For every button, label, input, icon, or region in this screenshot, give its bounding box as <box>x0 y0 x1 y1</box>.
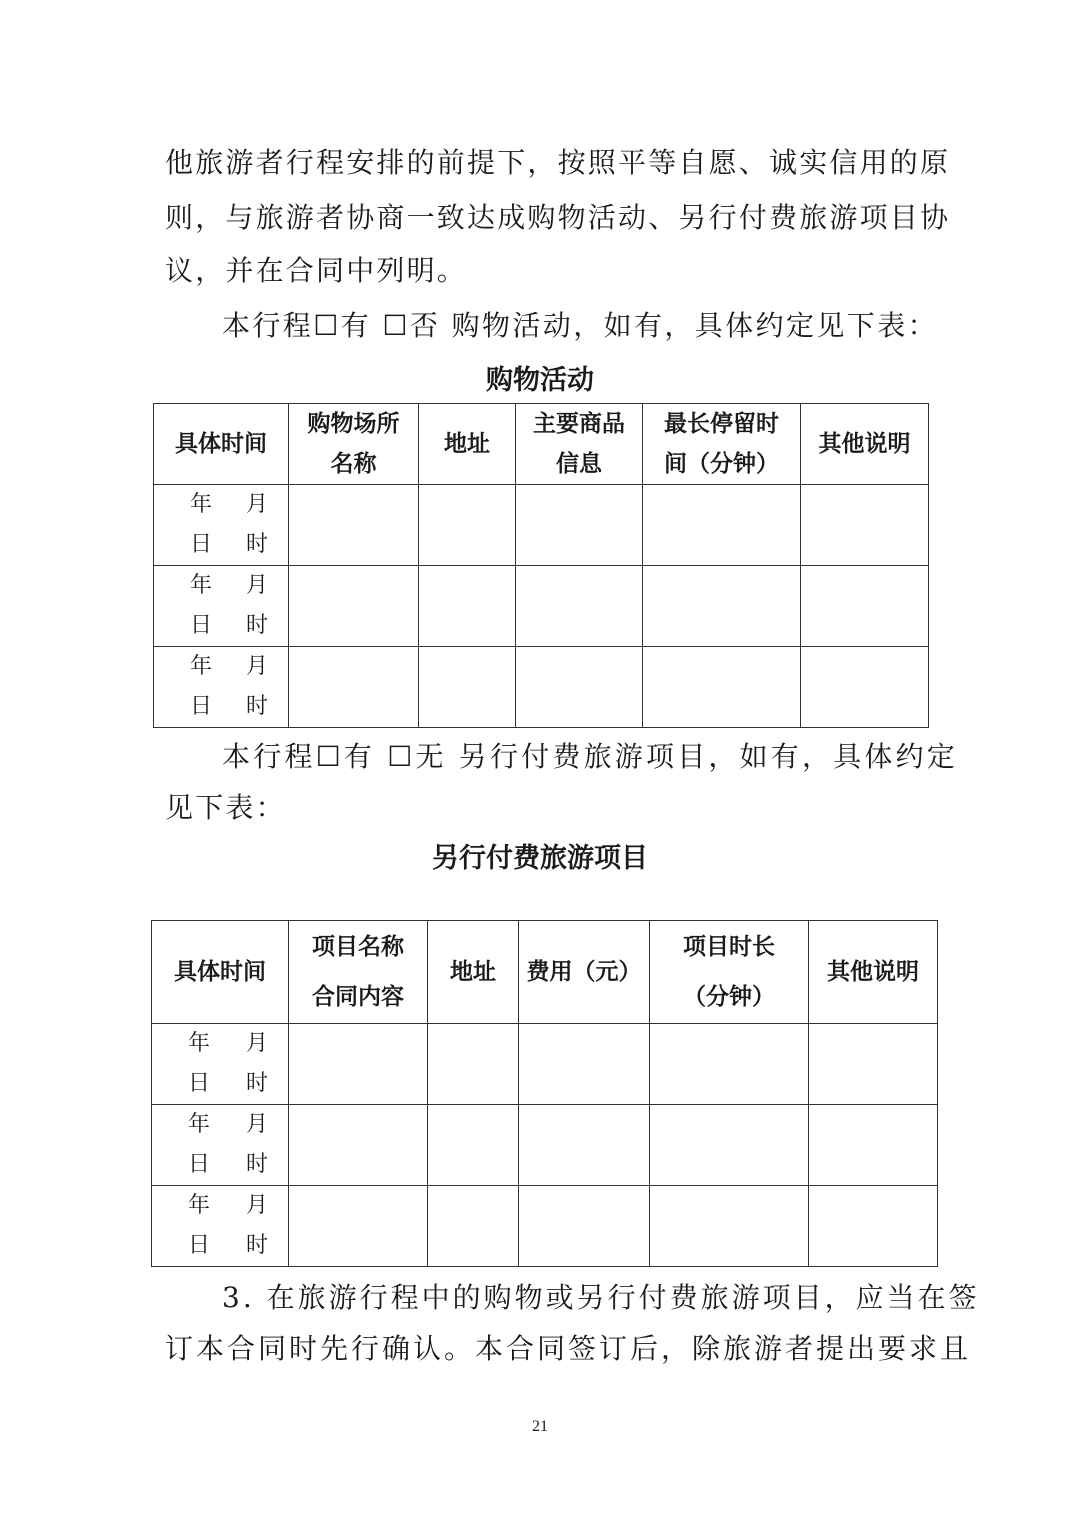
month-label: 月 <box>245 1193 268 1218</box>
header-name-line2: 合同内容 <box>312 984 404 1010</box>
date-cell <box>152 1024 289 1105</box>
year-label: 年 <box>190 654 213 679</box>
header-name-line1: 项目名称 <box>312 934 404 960</box>
table-row <box>152 1105 938 1186</box>
empty-cell <box>809 1105 938 1186</box>
extra-fee-table <box>151 920 938 1267</box>
month-label: 月 <box>245 1112 268 1137</box>
date-cell <box>154 485 289 566</box>
empty-cell <box>516 485 643 566</box>
table-header-row <box>154 404 929 485</box>
paragraph-line: 议，并在合同中列明。 <box>165 254 468 287</box>
empty-cell <box>801 485 929 566</box>
empty-cell <box>809 1024 938 1105</box>
extra-table-title: 另行付费旅游项目 <box>432 843 648 874</box>
hour-label: 时 <box>245 1233 268 1258</box>
empty-cell <box>516 647 643 728</box>
year-label: 年 <box>190 573 213 598</box>
empty-cell <box>650 1105 809 1186</box>
empty-cell <box>643 566 801 647</box>
header-other: 其他说明 <box>809 921 938 1024</box>
header-time: 具体时间 <box>154 404 289 485</box>
day-label: 日 <box>188 1071 211 1096</box>
extra-choice-line: 见下表： <box>165 791 286 824</box>
day-label: 日 <box>188 1152 211 1177</box>
table-row <box>154 566 929 647</box>
header-goods-line2: 信息 <box>556 451 602 477</box>
header-place <box>289 404 419 485</box>
table-header-row <box>152 921 938 1024</box>
month-label: 月 <box>245 654 268 679</box>
header-address: 地址 <box>428 921 519 1024</box>
shopping-choice-line: 本行程☐有 ☐否 购物活动，如有，具体约定见下表： <box>222 309 939 342</box>
day-label: 日 <box>190 613 213 638</box>
empty-cell <box>289 566 419 647</box>
empty-cell <box>801 647 929 728</box>
header-place-line2: 名称 <box>330 451 377 477</box>
header-time: 具体时间 <box>152 921 289 1024</box>
paragraph-line: 3. 在旅游行程中的购物或另行付费旅游项目，应当在签 <box>222 1281 980 1314</box>
empty-cell <box>516 566 643 647</box>
empty-cell <box>809 1186 938 1267</box>
header-place-line1: 购物场所 <box>307 411 400 437</box>
hour-label: 时 <box>245 1071 268 1096</box>
empty-cell <box>801 566 929 647</box>
date-cell <box>154 566 289 647</box>
header-duration-line1: 项目时长 <box>683 934 775 960</box>
empty-cell <box>643 647 801 728</box>
empty-cell <box>428 1105 519 1186</box>
date-cell <box>154 647 289 728</box>
day-label: 日 <box>188 1233 211 1258</box>
table-row <box>152 1024 938 1105</box>
year-label: 年 <box>188 1031 211 1056</box>
header-stay-time <box>643 404 801 485</box>
paragraph-line: 则，与旅游者协商一致达成购物活动、另行付费旅游项目协 <box>165 201 951 234</box>
table-row <box>152 1186 938 1267</box>
hour-label: 时 <box>245 1152 268 1177</box>
empty-cell <box>643 485 801 566</box>
header-goods <box>516 404 643 485</box>
year-label: 年 <box>188 1193 211 1218</box>
empty-cell <box>289 1186 428 1267</box>
empty-cell <box>419 647 516 728</box>
header-stay-line1: 最长停留时 <box>664 411 779 437</box>
empty-cell <box>428 1024 519 1105</box>
empty-cell <box>650 1024 809 1105</box>
empty-cell <box>289 647 419 728</box>
hour-label: 时 <box>245 694 268 719</box>
empty-cell <box>289 485 419 566</box>
header-duration <box>650 921 809 1024</box>
empty-cell <box>650 1186 809 1267</box>
header-goods-line1: 主要商品 <box>533 411 625 437</box>
year-label: 年 <box>190 492 213 517</box>
table-row <box>154 647 929 728</box>
paragraph-line: 订本合同时先行确认。本合同签订后，除旅游者提出要求且 <box>165 1332 972 1365</box>
date-cell <box>152 1105 289 1186</box>
empty-cell <box>289 1105 428 1186</box>
date-cell <box>152 1186 289 1267</box>
paragraph-line: 他旅游者行程安排的前提下，按照平等自愿、诚实信用的原 <box>165 146 951 179</box>
empty-cell <box>428 1186 519 1267</box>
header-fee: 费用（元） <box>519 921 650 1024</box>
year-label: 年 <box>188 1112 211 1137</box>
empty-cell <box>289 1024 428 1105</box>
day-label: 日 <box>190 532 213 557</box>
header-address: 地址 <box>419 404 516 485</box>
shopping-table-title: 购物活动 <box>486 365 594 396</box>
month-label: 月 <box>245 492 268 517</box>
empty-cell <box>419 566 516 647</box>
day-label: 日 <box>190 694 213 719</box>
empty-cell <box>419 485 516 566</box>
month-label: 月 <box>245 1031 268 1056</box>
header-stay-line2: 间（分钟） <box>664 451 779 477</box>
empty-cell <box>519 1024 650 1105</box>
empty-cell <box>519 1105 650 1186</box>
table-row <box>154 485 929 566</box>
empty-cell <box>519 1186 650 1267</box>
page-number: 21 <box>532 1418 548 1435</box>
header-other: 其他说明 <box>801 404 929 485</box>
header-project-name <box>289 921 428 1024</box>
shopping-table <box>153 403 929 728</box>
header-duration-line2: （分钟） <box>683 984 775 1010</box>
extra-choice-line: 本行程☐有 ☐无 另行付费旅游项目，如有，具体约定 <box>222 740 959 773</box>
hour-label: 时 <box>245 613 268 638</box>
month-label: 月 <box>245 573 268 598</box>
hour-label: 时 <box>245 532 268 557</box>
